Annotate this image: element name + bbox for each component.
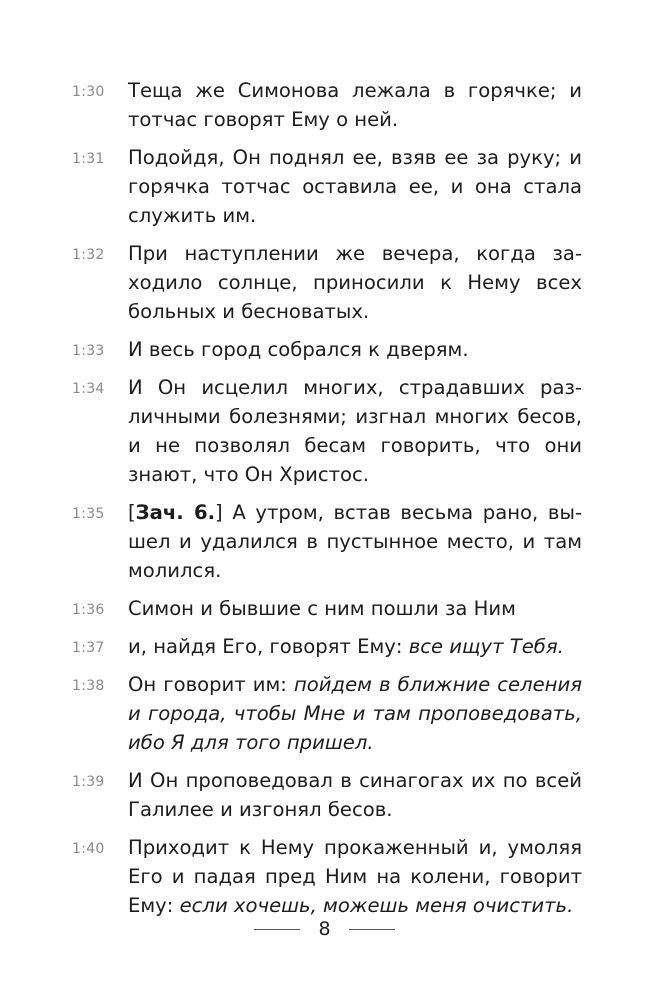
verse-number: 1:33 bbox=[72, 343, 105, 359]
page-number: 8 bbox=[318, 918, 331, 940]
verse-text-run: При наступлении же вечера, когда заходило солнце, приносили к Нему всех больных и бесноватых. bbox=[128, 242, 582, 323]
verse-number: 1:31 bbox=[72, 151, 105, 167]
verse-number: 1:36 bbox=[72, 602, 105, 618]
verse-number: 1:32 bbox=[72, 247, 105, 263]
verse-text bbox=[128, 143, 582, 230]
verse-text bbox=[128, 670, 582, 757]
verse-text bbox=[128, 766, 582, 824]
verse bbox=[72, 632, 582, 661]
direct-speech: все ищут Тебя. bbox=[408, 635, 564, 658]
verse-number: 1:40 bbox=[72, 841, 105, 857]
direct-speech: если хочешь, можешь меня очистить. bbox=[179, 894, 574, 917]
verse-text bbox=[128, 833, 582, 920]
verse-number: 1:35 bbox=[72, 506, 105, 522]
verse bbox=[72, 76, 582, 134]
verse-text bbox=[128, 76, 582, 134]
verse-number: 1:38 bbox=[72, 678, 105, 694]
direct-speech: пойдем в ближние селения и города, чтобы Мне и там проповедовать, ибо Я для того пришел. bbox=[128, 673, 582, 754]
verse bbox=[72, 373, 582, 489]
verse bbox=[72, 670, 582, 757]
verse bbox=[72, 239, 582, 326]
verse-text-run: и, найдя Его, говорят Ему: bbox=[128, 635, 409, 658]
verse-text bbox=[128, 498, 582, 585]
verse-number: 1:37 bbox=[72, 640, 105, 656]
verse-text-run: Он говорит им: bbox=[128, 673, 294, 696]
verse bbox=[72, 594, 582, 623]
verse-text bbox=[128, 335, 582, 364]
verse-text bbox=[128, 632, 582, 661]
verse-number: 1:34 bbox=[72, 381, 105, 397]
verse-text-run: [ bbox=[128, 501, 136, 524]
verse-text bbox=[128, 239, 582, 326]
verse-text-run: И весь город собрался к дверям. bbox=[128, 338, 469, 361]
verse-text-run: Теща же Симонова лежала в горячке; и тотчас говорят Ему о ней. bbox=[128, 79, 582, 131]
verse bbox=[72, 833, 582, 920]
verse-number: 1:39 bbox=[72, 774, 105, 790]
verse bbox=[72, 498, 582, 585]
verse bbox=[72, 335, 582, 364]
page-footer bbox=[0, 918, 649, 940]
verse-list bbox=[72, 76, 582, 929]
verse-text-run: Приходит к Нему прокаженный и, умоляя Его и падая пред Ним на колени, говорит Ему: bbox=[128, 836, 582, 917]
reading-marker: Зач. 6. bbox=[135, 501, 216, 524]
verse-number: 1:30 bbox=[72, 84, 105, 100]
verse-text-run: Подойдя, Он поднял ее, взяв ее за руку; и горячка тотчас оставила ее, и она стала служить им. bbox=[128, 146, 582, 227]
footer-rule-left bbox=[254, 929, 300, 930]
footer-rule-right bbox=[349, 929, 395, 930]
verse bbox=[72, 766, 582, 824]
verse-text-run: Симон и бывшие с ним пошли за Ним bbox=[128, 597, 516, 620]
verse-text-run: И Он исцелил многих, страдавших различными болезнями; изгнал многих бесов, и не позволял бесам говорить, что они знают, что Он Христос. bbox=[128, 376, 582, 486]
verse bbox=[72, 143, 582, 230]
verse-text bbox=[128, 373, 582, 489]
verse-text-run: И Он проповедовал в синагогах их по всей Галилее и изгонял бесов. bbox=[128, 769, 582, 821]
verse-text bbox=[128, 594, 582, 623]
verse-text-run: ] А утром, встав весьма рано, вышел и удалился в пустынное место, и там молился. bbox=[128, 501, 583, 582]
